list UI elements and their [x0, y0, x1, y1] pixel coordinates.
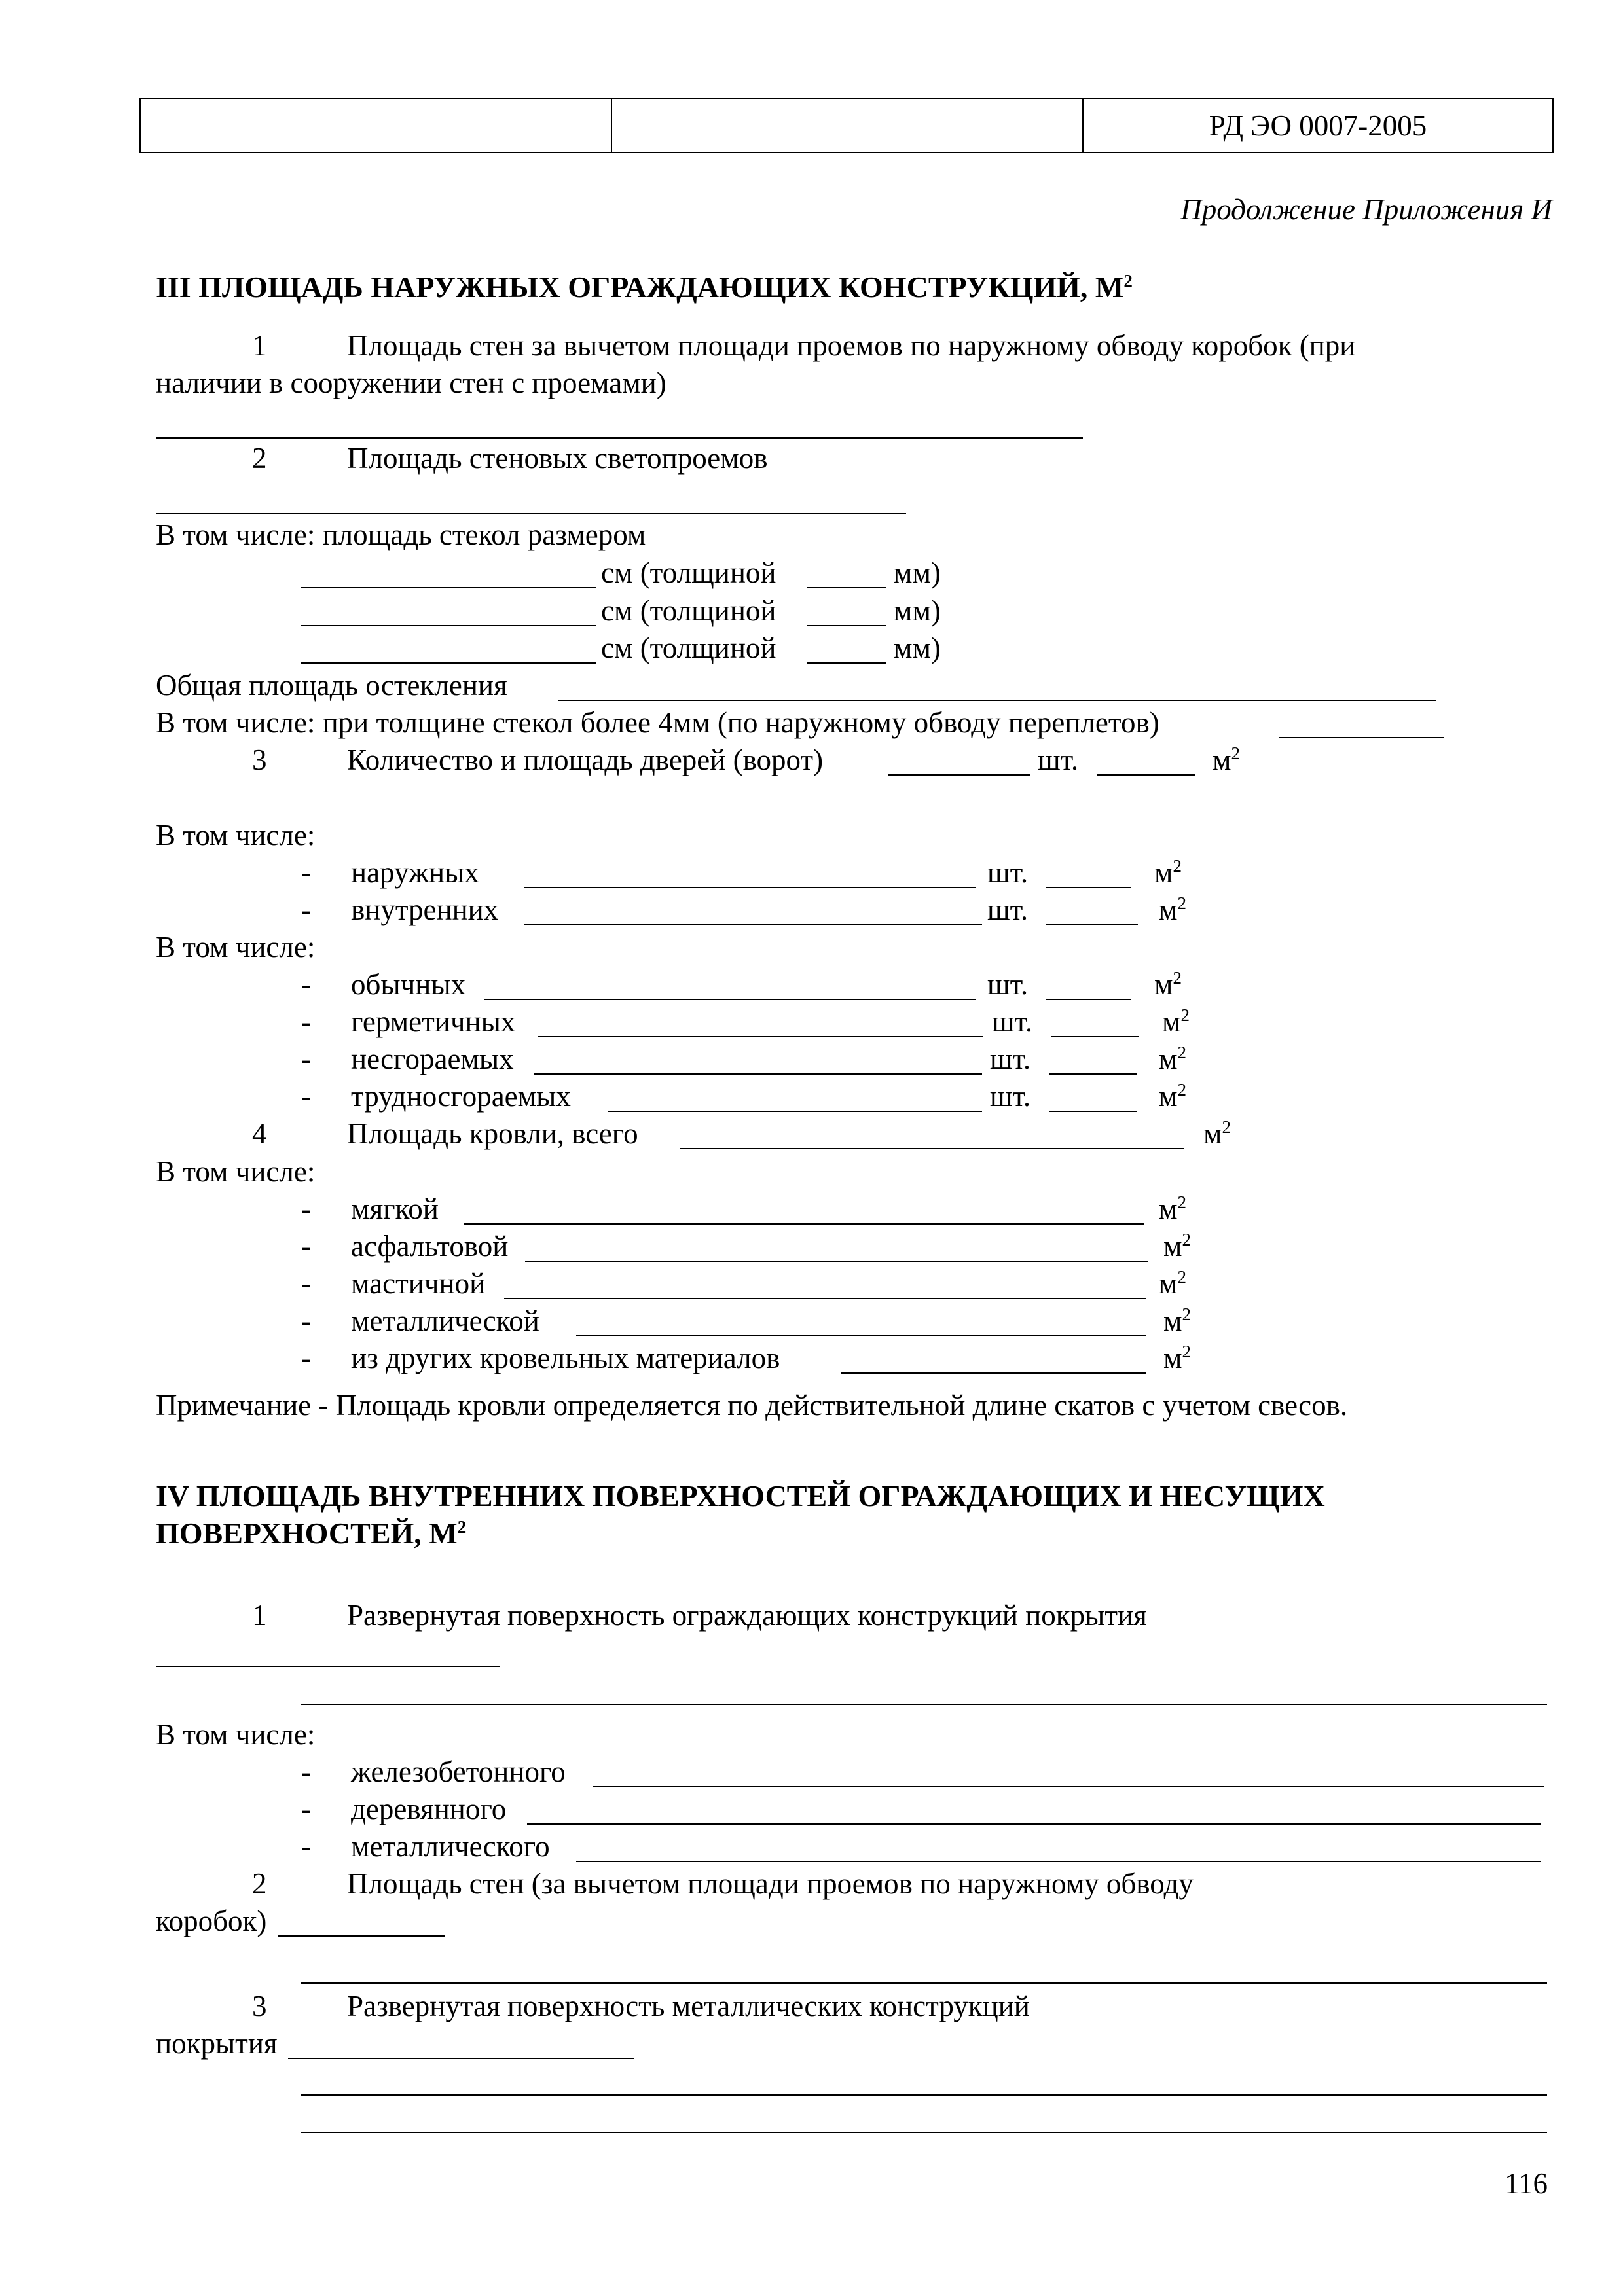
item2-number: 2: [252, 442, 267, 475]
fill-line: [156, 513, 906, 514]
unit-pcs: шт.: [1038, 744, 1079, 776]
including-label: В том числе:: [156, 1155, 316, 1188]
unit-m2: $м^2$: [1213, 744, 1240, 776]
thick-glass-label: В том числе: при толщине стекол более 4мм (по наружному обводу переплетов): [156, 706, 1159, 739]
fill-line: [156, 437, 1083, 439]
item4-number: 4: [252, 1117, 267, 1150]
header-doc-code: РД ЭО 0007-2005: [1209, 109, 1427, 142]
including-label: В том числе:: [156, 819, 316, 852]
item4-text: Площадь кровли, всего: [347, 1117, 638, 1150]
s4-item3-text: Развернутая поверхность металлических конструкций: [347, 1990, 1030, 2022]
item1-number: 1: [252, 329, 267, 362]
continuation-note: Продолжение Приложения И: [1180, 193, 1552, 226]
item2-text: Площадь стеновых светопроемов: [347, 442, 768, 475]
including-label: В том числе:: [156, 1718, 316, 1751]
section3-title: III ПЛОЩАДЬ НАРУЖНЫХ ОГРАЖДАЮЩИХ КОНСТРУКЦИЙ, $М^2$: [156, 270, 1133, 304]
section4-title-cont: ПОВЕРХНОСТЕЙ, $М^2$: [156, 1516, 467, 1550]
header-cell-empty-2: [612, 99, 1084, 152]
s4-item3-number: 3: [252, 1990, 267, 2022]
item1-text: Площадь стен за вычетом площади проемов по наружному обводу коробок (при: [347, 329, 1356, 362]
section4-title: IV ПЛОЩАДЬ ВНУТРЕННИХ ПОВЕРХНОСТЕЙ ОГРАЖДАЮЩИХ И НЕСУЩИХ: [156, 1479, 1325, 1513]
s4-item1-text: Развернутая поверхность ограждающих конструкций покрытия: [347, 1599, 1147, 1632]
s4-item2-text: Площадь стен (за вычетом площади проемов по наружному обводу: [347, 1867, 1194, 1900]
s4-item2-text-cont: коробок): [156, 1905, 267, 1937]
fill-line: [558, 700, 1436, 701]
glass-intro: В том числе: площадь стекол размером: [156, 518, 646, 551]
header-table: [139, 98, 1554, 153]
unit-m2: $м^2$: [1203, 1117, 1231, 1150]
page-number: 116: [1504, 2167, 1548, 2200]
item3-number: 3: [252, 744, 267, 776]
header-cell-empty-1: [141, 99, 612, 152]
fill-line: [1279, 737, 1444, 738]
item1-text-cont: наличии в сооружении стен с проемами): [156, 367, 666, 399]
s4-item1-number: 1: [252, 1599, 267, 1632]
item3-text: Количество и площадь дверей (ворот): [347, 744, 824, 776]
roof-note: Примечание - Площадь кровли определяется по действительной длине скатов с учетом свесов.: [156, 1389, 1348, 1422]
including-label: В том числе:: [156, 931, 316, 963]
s4-item3-text-cont: покрытия: [156, 2027, 278, 2060]
s4-item2-number: 2: [252, 1867, 267, 1900]
total-glazing-label: Общая площадь остекления: [156, 669, 507, 702]
